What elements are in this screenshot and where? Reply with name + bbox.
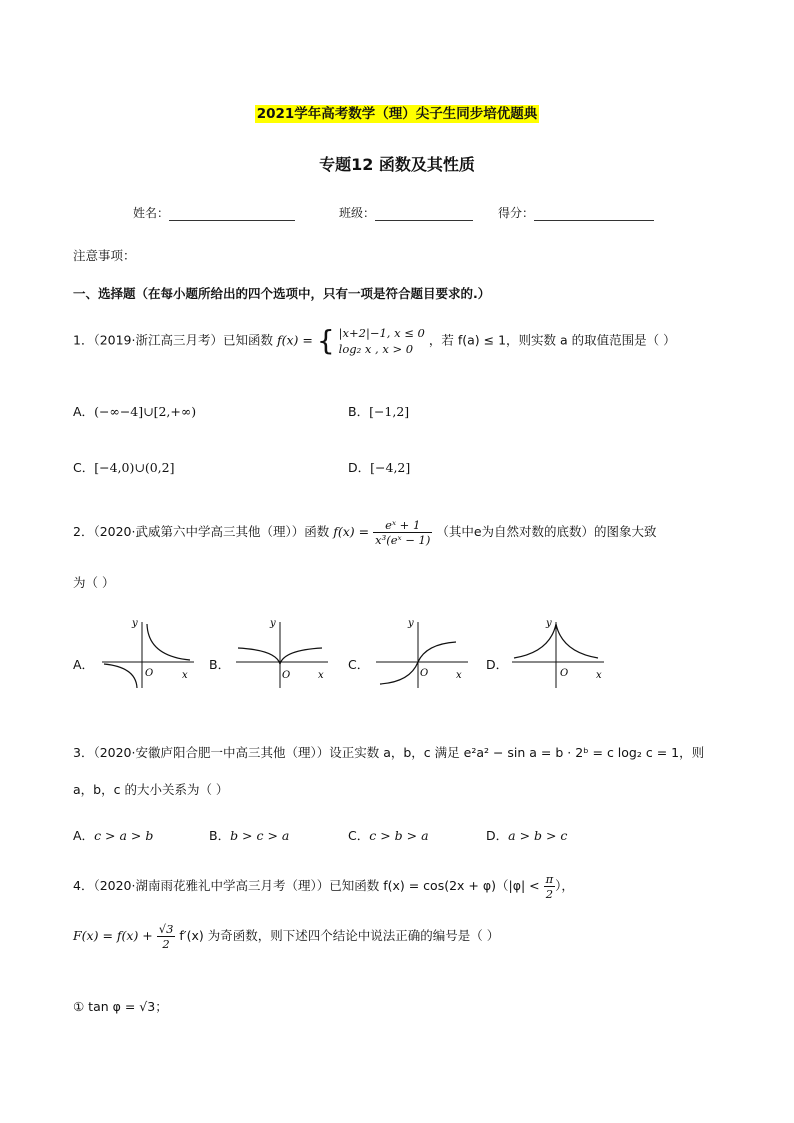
notice-label: 注意事项： [73, 248, 136, 263]
svg-text:y: y [270, 618, 276, 629]
piecewise-cases: |x+2|−1, x ≤ 0 log₂ x , x > 0 [338, 326, 425, 356]
svg-text:x: x [596, 670, 602, 681]
question-2-cont: 为（ ） [73, 575, 115, 590]
class-field[interactable]: 班级： [339, 204, 473, 221]
q3-option-b[interactable]: B．b > c > a [209, 828, 290, 843]
page-title: 专题12 函数及其性质 [319, 155, 475, 174]
x-label: x [182, 670, 188, 681]
q2-option-c-label[interactable]: C． [348, 657, 370, 672]
svg-text:O: O [282, 670, 291, 681]
q4-item-1: ① tan φ = √3； [73, 999, 168, 1014]
q2-graph-d[interactable] [508, 612, 608, 690]
score-field[interactable]: 得分： [498, 204, 654, 221]
pi-over-2: $\frac{\pi}{2}$ [545, 872, 554, 901]
question-3: 3．（2020·安徽庐阳合肥一中高三其他（理））设正实数 a，b，c 满足 e²a² − sin a = b · 2ᵇ = c log₂ c = 1，则 [73, 745, 705, 760]
q1-option-c[interactable]: C．[−4,0)∪(0,2] [73, 460, 175, 475]
svg-text:O: O [560, 668, 569, 679]
svg-text:O: O [420, 668, 429, 679]
question-4-cont: F(x) = f(x) + $\frac{√3}{2}$ f′(x) 为奇函数，则下述四个结论中说法正确的编号是（ ） [73, 922, 500, 951]
q3-option-d[interactable]: D．a > b > c [486, 828, 568, 843]
q2-option-a-label[interactable]: A． [73, 657, 95, 672]
q1-option-b[interactable]: B．[−1,2] [348, 404, 410, 419]
q3-option-a[interactable]: A．c > a > b [73, 828, 154, 843]
q2-graph-a[interactable] [98, 612, 198, 690]
question-2: 2．（2020·武威第六中学高三其他（理））函数 f(x) = $\frac{\text{eˣ + 1}}{\text{x³(eˣ − 1)}}$ （其中e为自然对数的底数）的图象大致 [73, 518, 657, 547]
q1-option-a[interactable]: A．(−∞−4]∪[2,+∞) [73, 404, 197, 419]
svg-text:x: x [456, 670, 462, 681]
svg-text:y: y [546, 618, 552, 629]
question-4: 4．（2020·湖南雨花雅礼中学高三月考（理））已知函数 f(x) = cos(2x + φ)（|φ| < $\frac{\pi}{2}$ ）， [73, 872, 574, 901]
svg-text:y: y [408, 618, 414, 629]
q1-option-d[interactable]: D．[−4,2] [348, 460, 411, 475]
series-banner: 2021学年高考数学（理）尖子生同步培优题典 [256, 106, 538, 122]
q2-fraction: $\frac{\text{eˣ + 1}}{\text{x³(eˣ − 1)}}$ [375, 518, 431, 547]
question-3-cont: a，b，c 的大小关系为（ ） [73, 782, 229, 797]
origin-label: O [145, 668, 154, 679]
q2-option-d-label[interactable]: D． [486, 657, 509, 672]
y-label: y [132, 618, 138, 629]
sqrt3-over-2: $\frac{√3}{2}$ [158, 922, 174, 951]
svg-text:x: x [318, 670, 324, 681]
curve-left [104, 664, 137, 688]
name-field[interactable]: 姓名： [133, 204, 295, 221]
q2-graph-c[interactable] [372, 612, 472, 690]
section-heading: 一、选择题（在每小题所给出的四个选项中，只有一项是符合题目要求的.） [73, 286, 491, 301]
q3-option-c[interactable]: C．c > b > a [348, 828, 429, 843]
q2-option-b-label[interactable]: B． [209, 657, 231, 672]
curve-right [147, 624, 190, 660]
question-1: 1．（2019·浙江高三月考）已知函数 f(x) = { |x+2|−1, x ≤ 0 log₂ x , x > 0 ，若 f(a) ≤ 1，则实数 a 的取值范围是（ ） [73, 324, 676, 357]
q2-graph-b[interactable] [232, 612, 332, 690]
